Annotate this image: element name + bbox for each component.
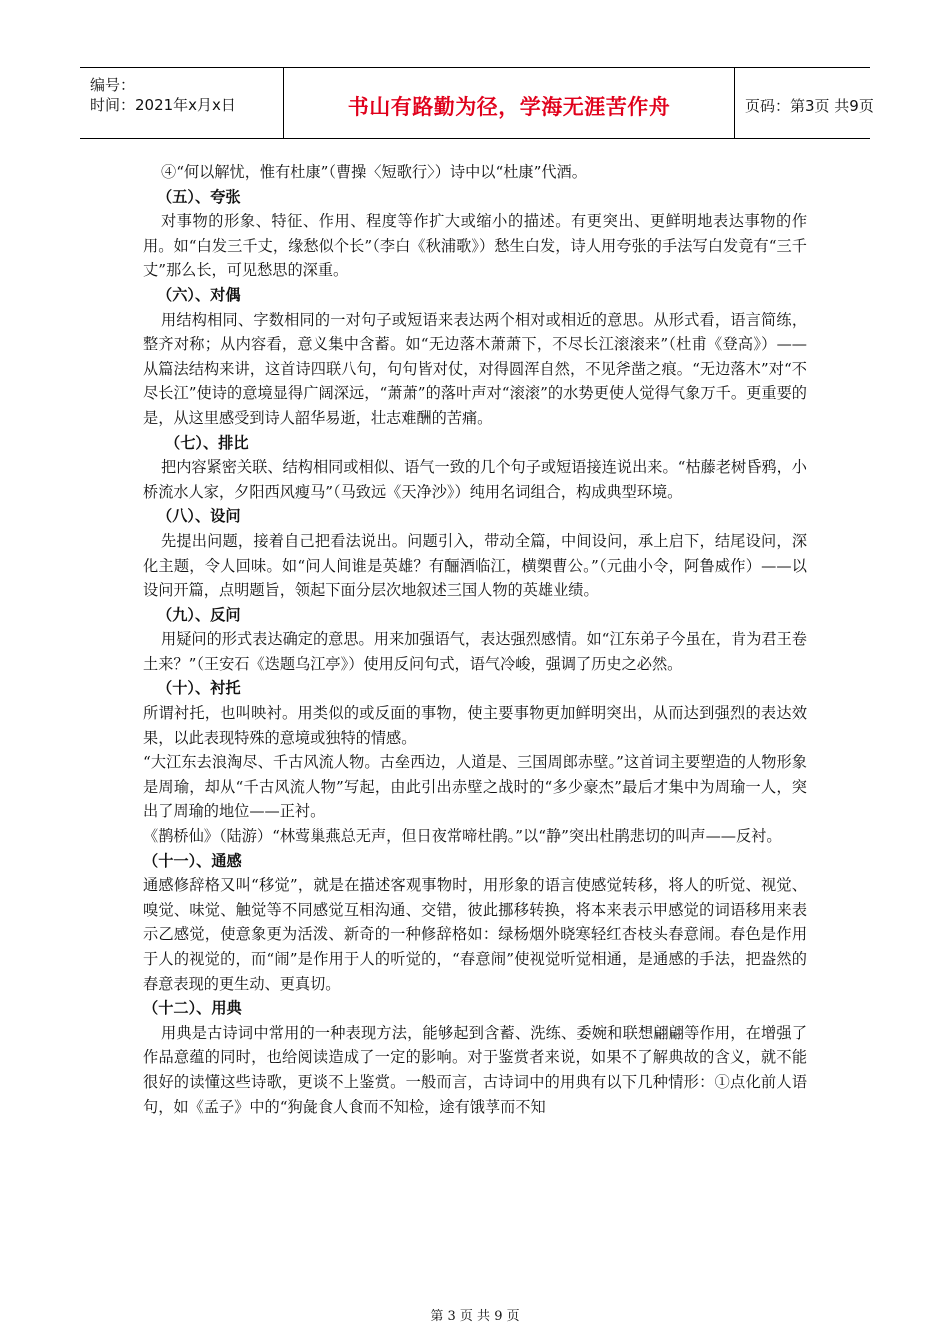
section-paragraph: 把内容紧密关联、结构相同或相似、语气一致的几个句子或短语接连说出来。“枯藤老树昏鸦，小桥流水人家，夕阳西风瘦马”（马致远《天净沙》）纯用名词组合，构成典型环境。 xyxy=(143,458,807,501)
page-footer: 第 3 页 共 9 页 xyxy=(430,1309,520,1324)
section-heading: （五）、夸张 xyxy=(157,187,241,206)
section-heading: （十）、衬托 xyxy=(157,679,241,698)
section-paragraph: 《鹊桥仙》（陆游）“林莺巢燕总无声，但日夜常啼杜鹃。”以“静”突出杜鹃悲切的叫声——反衬。 xyxy=(143,827,782,846)
section-paragraph: 所谓衬托，也叫映衬。用类似的或反面的事物，使主要事物更加鲜明突出，从而达到强烈的表达效果，以此表现特殊的意境或独特的情感。 xyxy=(143,704,807,747)
intro-paragraph: ④“何以解忧，惟有杜康”（曹操〈短歌行〉）诗中以“杜康”代酒。 xyxy=(161,163,587,181)
header-page-label: 页码：第3页 共9页 xyxy=(745,97,874,115)
section-heading: （八）、设问 xyxy=(157,507,241,526)
section-paragraph: 先提出问题，接着自己把看法说出。问题引入，带动全篇，中间设问，承上启下，结尾设问，深化主题，令人回味。如“问人间谁是英雄？有酾酒临江，横槊曹公。”（元曲小令，阿鲁威作）——以设问开篇，点明题旨，领起下面分层次地叙述三国人物的英雄业绩。 xyxy=(143,531,807,600)
document-body xyxy=(143,160,807,1119)
section-paragraph: 用疑问的形式表达确定的意思。用来加强语气，表达强烈感情。如“江东弟子今虽在，肯为君王卷土来？”（王安石《迭题乌江亭》）使用反问句式，语气冷峻，强调了历史之必然。 xyxy=(143,630,807,673)
section-paragraph: 用典是古诗词中常用的一种表现方法，能够起到含蓄、洗练、委婉和联想翩翩等作用，在增强了作品意蕴的同时，也给阅读造成了一定的影响。对于鉴赏者来说，如果不了解典故的含义，就不能很好的读懂这些诗歌，更谈不上鉴赏。一般而言，古诗词中的用典有以下几种情形：①点化前人语句，如《孟子》中的“狗彘食人食而不知检，途有饿莩而不知 xyxy=(143,1023,807,1116)
section-paragraph: “大江东去浪淘尽、千古风流人物。古垒西边，人道是、三国周郎赤壁。”这首词主要塑造的人物形象是周瑜，却从“千古风流人物”写起，由此引出赤壁之战时的“多少豪杰”最后才集中为周瑜一人，突出了周瑜的地位——正衬。 xyxy=(143,753,807,821)
page-header xyxy=(80,67,874,139)
section-heading: （九）、反问 xyxy=(157,605,241,624)
section-paragraph: 对事物的形象、特征、作用、程度等作扩大或缩小的描述。有更突出、更鲜明地表达事物的作用。如“白发三千丈，缘愁似个长”（李白《秋浦歌》）愁生白发，诗人用夸张的手法写白发竟有“三千丈”那么长，可见愁思的深重。 xyxy=(143,212,807,280)
section-heading: （十二）、用典 xyxy=(143,999,242,1018)
number-label: 编号： xyxy=(90,76,136,94)
section-heading: （六）、对偶 xyxy=(157,285,241,304)
section-heading: （七）、排比 xyxy=(165,433,249,452)
section-heading: （十一）、通感 xyxy=(143,851,242,870)
header-motto-cell xyxy=(284,68,735,138)
date-label: 时间：2021年x月x日 xyxy=(90,96,236,114)
section-paragraph: 通感修辞格又叫“移觉”，就是在描述客观事物时，用形象的语言使感觉转移，将人的听觉、视觉、嗅觉、味觉、触觉等不同感觉互相沟通、交错，彼此挪移转换，将本来表示甲感觉的词语移用来表示乙感觉，使意象更为活泼、新奇的一种修辞格如：绿杨烟外晓寒轻红杏枝头春意闹。春色是作用于人的视觉的，而“闹”是作用于人的听觉的，“春意闹”使视觉听觉相通，是通感的手法，把盎然的春意表现的更生动、更真切。 xyxy=(143,876,807,993)
header-info-cell xyxy=(80,68,284,138)
motto: 书山有路勤为径，学海无涯苦作舟 xyxy=(347,95,671,119)
section-paragraph: 用结构相同、字数相同的一对句子或短语来表达两个相对或相近的意思。从形式看，语言简练，整齐对称；从内容看，意义集中含蓄。如“无边落木萧萧下，不尽长江滚滚来”（杜甫《登高》）——从篇法结构来讲，这首诗四联八句，句句皆对仗，对得圆浑自然，不见斧凿之痕。“无边落木”对“不尽长江”使诗的意境显得广阔深远，“萧萧”的落叶声对“滚滚”的水势更使人觉得气象万千。更重要的是，从这里感受到诗人韶华易逝，壮志难酬的苦痛。 xyxy=(143,310,807,427)
header-page-cell xyxy=(735,68,874,138)
